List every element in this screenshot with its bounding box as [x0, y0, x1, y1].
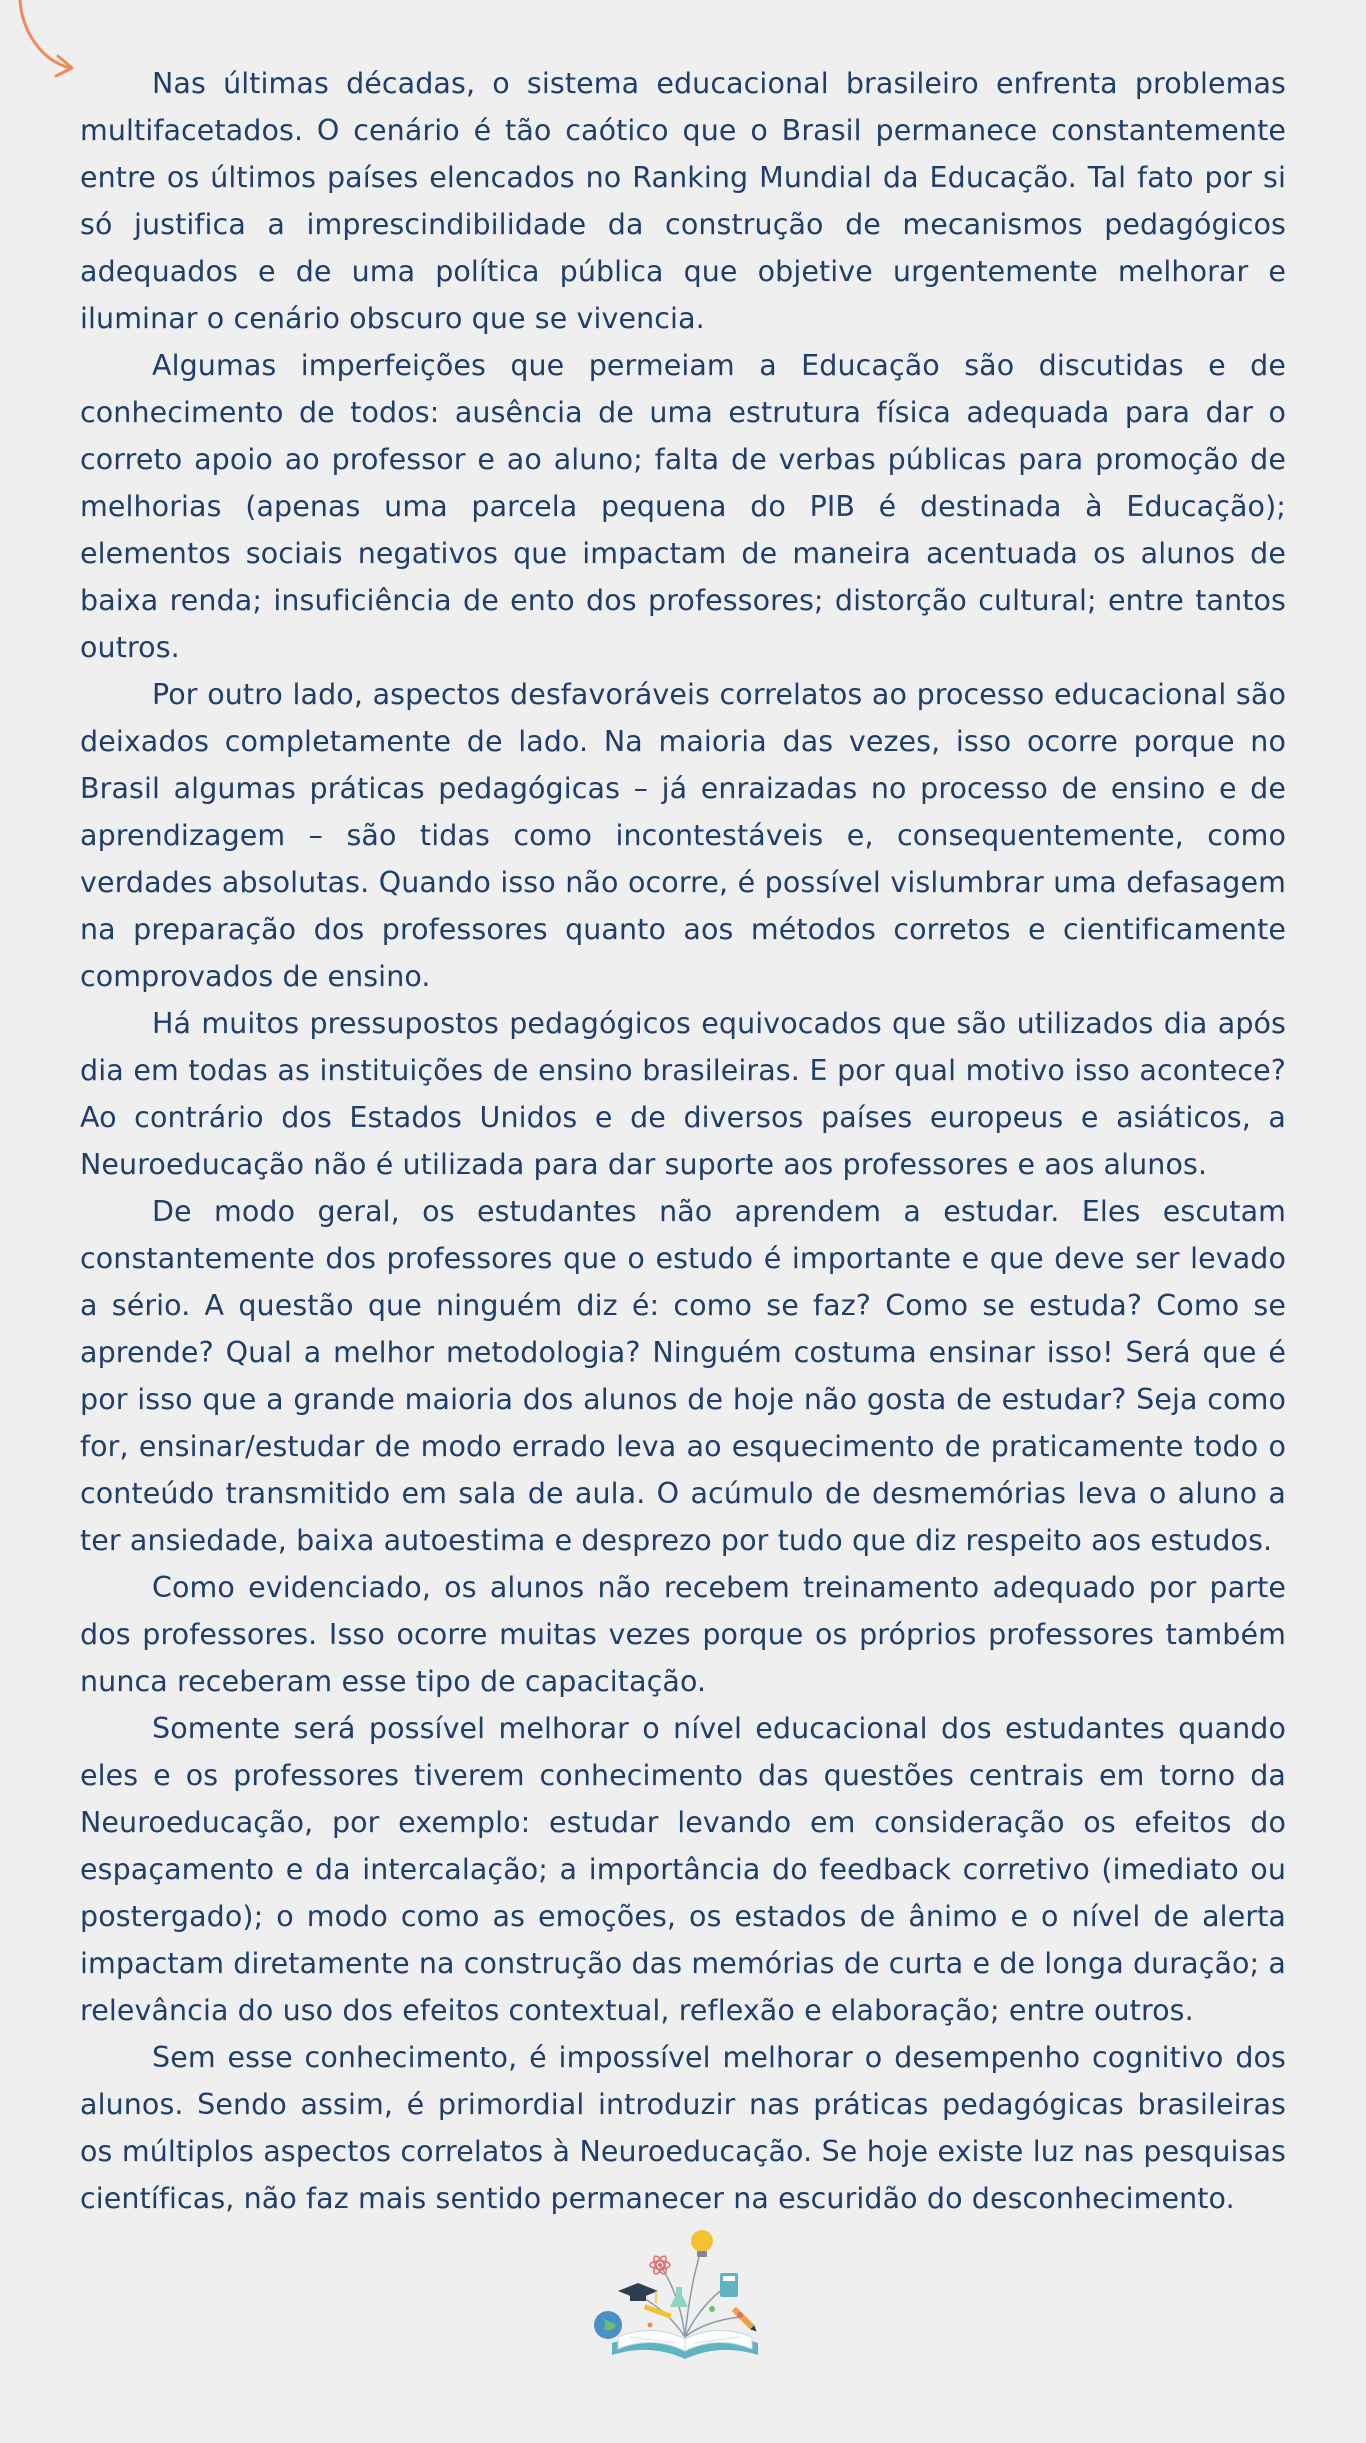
paragraph-5: De modo geral, os estudantes não aprendem a estudar. Eles escutam constantemente dos professores que o estudo é importante e que deve ser levado a sério. A questão que ninguém diz é: como se faz? Como se estuda? Como se aprende? Qual a melhor metodologia? Ninguém costuma ensinar isso! Será que é por isso que a grande maioria dos alunos de hoje não gosta de estudar? Seja como for, ensinar/estudar de modo errado leva ao esquecimento de praticamente todo o conteúdo transmitido em sala de aula. O acúmulo de desmemórias leva o aluno a ter ansiedade, baixa autoestima e desprezo por tudo que diz respeito aos estudos. [80, 1195, 1286, 1557]
paragraph-8: Sem esse conhecimento, é impossível melhorar o desempenho cognitivo dos alunos. Sendo assim, é primordial introduzir nas práticas pedagógicas brasileiras os múltiplos aspectos correlatos à Neuroeducação. Se hoje existe luz nas pesquisas científicas, não faz mais sentido permanecer na escuridão do desconhecimento. [80, 2041, 1286, 2215]
paragraph-7: Somente será possível melhorar o nível educacional dos estudantes quando eles e os professores tiverem conhecimento das questões centrais em torno da Neuroeducação, por exemplo: estudar levando em consideração os efeitos do espaçamento e da intercalação; a importância do feedback corretivo (imediato ou postergado); o modo como as emoções, os estados de ânimo e o nível de alerta impactam diretamente na construção das memórias de curta e de longa duração; a relevância do uso dos efeitos contextual, reflexão e elaboração; entre outros. [80, 1712, 1286, 2027]
open-book-education-illustration [590, 2225, 780, 2375]
paragraph-1: Nas últimas décadas, o sistema educacional brasileiro enfrenta problemas multifacetados. O cenário é tão caótico que o Brasil permanece constantemente entre os últimos países elencados no Ranking Mundial da Educação. Tal fato por si só justifica a imprescindibilidade da construção de mecanismos pedagógicos adequados e de uma política pública que objetive urgentemente melhorar e iluminar o cenário obscuro que se vivencia. [80, 67, 1286, 335]
paragraph-3: Por outro lado, aspectos desfavoráveis correlatos ao processo educacional são deixados completamente de lado. Na maioria das vezes, isso ocorre porque no Brasil algumas práticas pedagógicas – já enraizadas no processo de ensino e de aprendizagem – são tidas como incontestáveis e, consequentemente, como verdades absolutas. Quando isso não ocorre, é possível vislumbrar uma defasagem na preparação dos professores quanto aos métodos corretos e cientificamente comprovados de ensino. [80, 678, 1286, 993]
paragraph-2: Algumas imperfeições que permeiam a Educação são discutidas e de conhecimento de todos: ausência de uma estrutura física adequada para dar o correto apoio ao professor e ao aluno; falta de verbas públicas para promoção de melhorias (apenas uma parcela pequena do PIB é destinada à Educação); elementos sociais negativos que impactam de maneira acentuada os alunos de baixa renda; insuficiência de ento dos professores; distorção cultural; entre tantos outros. [80, 349, 1286, 664]
curved-arrow-icon [0, 0, 90, 90]
paragraph-4: Há muitos pressupostos pedagógicos equivocados que são utilizados dia após dia em todas as instituições de ensino brasileiras. E por qual motivo isso acontece? Ao contrário dos Estados Unidos e de diversos países europeus e asiáticos, a Neuroeducação não é utilizada para dar suporte aos professores e aos alunos. [80, 1007, 1286, 1181]
paragraph-6: Como evidenciado, os alunos não recebem treinamento adequado por parte dos professores. Isso ocorre muitas vezes porque os próprios professores também nunca receberam esse tipo de capacitação. [80, 1571, 1286, 1698]
body-text [80, 60, 1286, 2222]
